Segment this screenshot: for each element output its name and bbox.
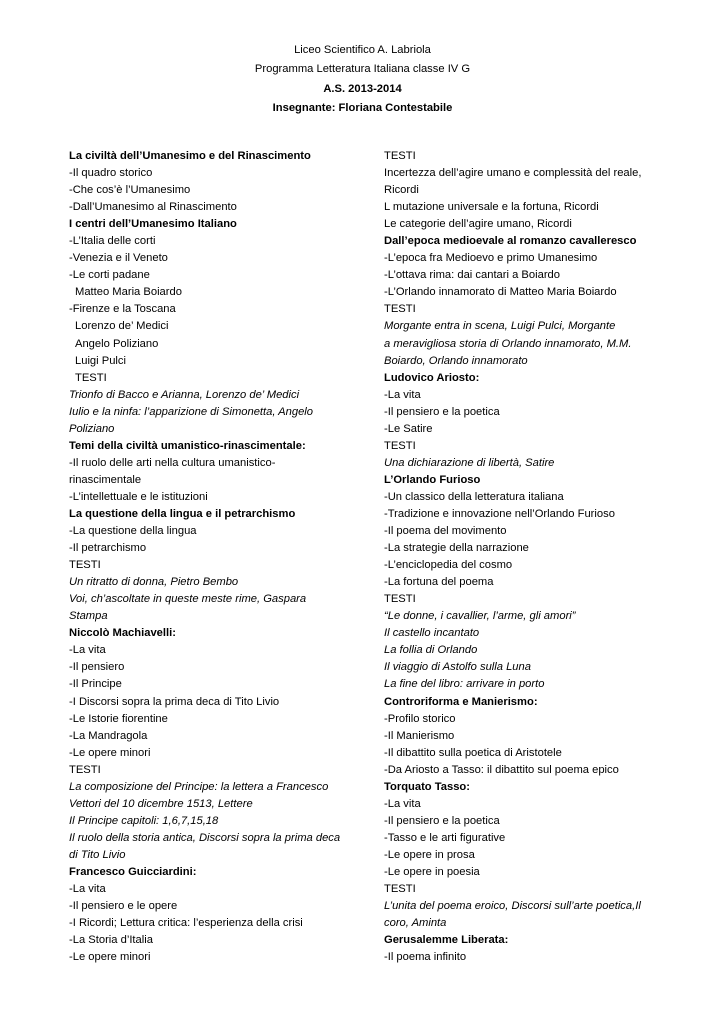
school-year: A.S. 2013-2014 <box>323 82 402 95</box>
program-line: rinascimentale <box>69 473 142 486</box>
program-line: -Il quadro storico <box>69 167 153 180</box>
program-line: -La Storia d’Italia <box>69 934 153 947</box>
program-line: Ricordi <box>384 184 419 197</box>
program-line: Angelo Poliziano <box>75 337 159 350</box>
program-line: Incertezza dell’agire umano e complessità del reale, <box>384 167 642 180</box>
text-reference: Poliziano <box>69 422 115 435</box>
text-reference: La follia di Orlando <box>384 644 478 657</box>
program-line: -Il dibattito sulla poetica di Aristotele <box>384 746 562 759</box>
texts-label: TESTI <box>384 150 416 162</box>
program-line: -Da Ariosto a Tasso: il dibattito sul poema epico <box>384 763 619 776</box>
program-line: -Il Manierismo <box>384 729 455 742</box>
program-line: -La vita <box>69 644 106 657</box>
program-line: -Che cos’è l’Umanesimo <box>69 184 191 197</box>
text-reference: “Le donne, i cavallier, l’arme, gli amori” <box>384 610 576 623</box>
program-line: -I Discorsi sopra la prima deca di Tito Livio <box>69 695 280 708</box>
text-reference: Boiardo, Orlando innamorato <box>384 354 528 367</box>
text-reference: di Tito Livio <box>69 848 126 861</box>
teacher-name: Insegnante: Floriana Contestabile <box>272 101 453 114</box>
section-heading: L’Orlando Furioso <box>384 473 481 486</box>
program-line: -Venezia e il Veneto <box>69 252 168 265</box>
program-line: -Le opere minori <box>69 951 151 964</box>
text-reference: Morgante entra in scena, Luigi Pulci, Morgante <box>384 320 616 333</box>
section-heading: Niccolò Machiavelli: <box>69 627 176 640</box>
program-line: -La Mandragola <box>69 729 148 742</box>
program-line: -Il pensiero e la poetica <box>384 814 500 827</box>
text-reference: La composizione del Principe: la lettera a Francesco <box>69 780 329 793</box>
program-line: L mutazione universale e la fortuna, Ricordi <box>384 201 599 214</box>
texts-label: TESTI <box>384 883 416 896</box>
program-line: Matteo Maria Boiardo <box>75 286 182 299</box>
program-line: Le categorie dell’agire umano, Ricordi <box>384 218 572 231</box>
program-line: -La vita <box>384 388 421 401</box>
program-title: Programma Letteratura Italiana classe IV G <box>254 63 471 76</box>
program-line: -L’ottava rima: dai cantari a Boiardo <box>384 269 560 282</box>
program-line: -L’intellettuale e le istituzioni <box>69 490 208 503</box>
program-line: -Il Principe <box>69 678 122 691</box>
section-heading: Francesco Guicciardini: <box>69 865 197 878</box>
program-line: -Il petrarchismo <box>69 542 147 555</box>
section-heading: Ludovico Ariosto: <box>384 371 480 384</box>
program-line: -L’Orlando innamorato di Matteo Maria Boiardo <box>384 286 617 299</box>
program-line: -L’enciclopedia del cosmo <box>384 559 513 572</box>
text-reference: Voi, ch’ascoltate in queste meste rime, Gaspara <box>69 593 307 606</box>
program-line: -Le Istorie fiorentine <box>69 712 168 725</box>
text-reference: Vettori del 10 dicembre 1513, Lettere <box>69 797 253 810</box>
texts-label: TESTI <box>75 371 107 384</box>
program-line: -Le opere in poesia <box>384 865 480 878</box>
text-reference: Un ritratto di donna, Pietro Bembo <box>69 576 239 589</box>
text-reference: Il viaggio di Astolfo sulla Luna <box>384 661 531 674</box>
section-heading: Torquato Tasso: <box>384 780 470 793</box>
program-line: -Le Satire <box>384 422 433 435</box>
texts-label: TESTI <box>384 303 416 316</box>
section-heading: Gerusalemme Liberata: <box>384 934 509 947</box>
program-line: -Il poema del movimento <box>384 525 507 538</box>
text-reference: Il Principe capitoli: 1,6,7,15,18 <box>69 814 219 827</box>
program-line: -Un classico della letteratura italiana <box>384 490 564 503</box>
program-line: -I Ricordi; Lettura critica: l’esperienza della crisi <box>69 917 303 930</box>
program-line: -Profilo storico <box>384 712 456 725</box>
text-reference: Stampa <box>69 610 108 623</box>
program-line: -Il pensiero e la poetica <box>384 405 500 418</box>
text-reference: coro, Aminta <box>384 917 447 930</box>
program-line: -L’Italia delle corti <box>69 235 156 248</box>
program-line: -Tradizione e innovazione nell’Orlando Furioso <box>384 507 615 520</box>
text-reference: a meravigliosa storia di Orlando innamorato, M.M. <box>384 337 632 350</box>
document-header <box>0 41 725 118</box>
program-line: -La vita <box>69 883 106 896</box>
program-line: -Le opere minori <box>69 746 151 759</box>
program-line: -La vita <box>384 797 421 810</box>
section-heading: Dall’epoca medioevale al romanzo cavalleresco <box>384 235 637 248</box>
program-line: -Il ruolo delle arti nella cultura umanistico- <box>69 456 276 469</box>
texts-label: TESTI <box>384 593 416 606</box>
program-line: -L’epoca fra Medioevo e primo Umanesimo <box>384 252 598 265</box>
program-line: -Il pensiero e le opere <box>69 900 178 913</box>
text-reference: L’unita del poema eroico, Discorsi sull’arte poetica,Il <box>384 900 641 913</box>
texts-label: TESTI <box>69 559 101 572</box>
section-heading: La questione della lingua e il petrarchismo <box>69 507 296 520</box>
texts-label: TESTI <box>384 439 416 452</box>
program-line: Luigi Pulci <box>75 354 126 367</box>
program-line: Lorenzo de’ Medici <box>75 320 169 333</box>
text-reference: Una dichiarazione di libertà, Satire <box>384 456 555 469</box>
left-column <box>69 148 369 966</box>
program-line: -Il poema infinito <box>384 951 467 964</box>
section-heading: I centri dell’Umanesimo Italiano <box>69 218 237 231</box>
section-heading: Controriforma e Manierismo: <box>384 695 538 708</box>
section-heading: Temi della civiltà umanistico-rinascimentale: <box>69 439 306 452</box>
program-line: -La strategie della narrazione <box>384 542 529 555</box>
program-line: -Dall’Umanesimo al Rinascimento <box>69 201 237 214</box>
section-heading: La civiltà dell’Umanesimo e del Rinascimento <box>69 150 311 162</box>
right-column <box>384 148 684 966</box>
school-name: Liceo Scientifico A. Labriola <box>294 44 431 56</box>
text-reference: Iulio e la ninfa: l’apparizione di Simonetta, Angelo <box>69 405 313 418</box>
program-line: -Firenze e la Toscana <box>69 303 176 316</box>
texts-label: TESTI <box>69 763 101 776</box>
program-line: -Le corti padane <box>69 269 150 282</box>
text-reference: Trionfo di Bacco e Arianna, Lorenzo de’ Medici <box>69 388 300 401</box>
program-line: -La fortuna del poema <box>384 576 494 589</box>
program-line: -Tasso e le arti figurative <box>384 831 506 844</box>
program-line: -Il pensiero <box>69 661 125 674</box>
program-line: -Le opere in prosa <box>384 848 475 861</box>
text-reference: Il ruolo della storia antica, Discorsi sopra la prima deca <box>69 831 341 844</box>
text-reference: La fine del libro: arrivare in porto <box>384 678 545 691</box>
program-line: -La questione della lingua <box>69 525 197 538</box>
text-reference: Il castello incantato <box>384 627 480 640</box>
